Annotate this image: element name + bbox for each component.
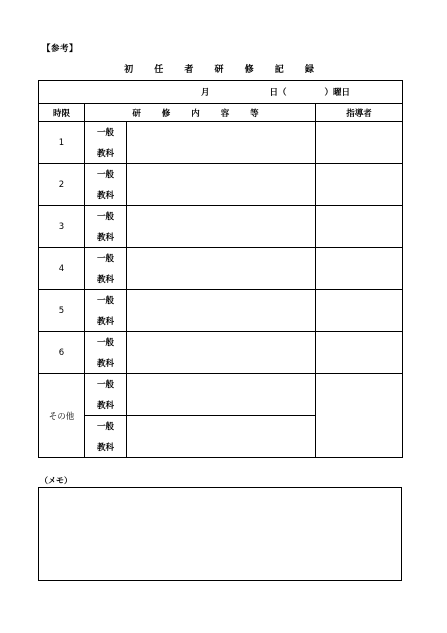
category-subject: 教科 (85, 227, 127, 248)
table-row (39, 122, 403, 143)
period-number: 4 (39, 248, 85, 290)
form-title: 初 任 者 研 修 記 録 (124, 65, 323, 75)
content-cell[interactable] (127, 332, 316, 374)
reference-label: 【参考】 (42, 44, 79, 54)
table-row (39, 374, 403, 395)
period-number: 5 (39, 290, 85, 332)
category-subject: 教科 (85, 269, 127, 290)
content-cell[interactable] (127, 248, 316, 290)
period-number: 3 (39, 206, 85, 248)
category-general: 一般 (85, 122, 127, 143)
content-cell[interactable] (127, 122, 316, 164)
instructor-cell[interactable] (316, 164, 403, 206)
weekday-label: ）曜日 (324, 88, 351, 98)
instructor-header: 指導者 (316, 104, 403, 122)
category-general: 一般 (85, 248, 127, 269)
category-general: 一般 (85, 416, 127, 437)
instructor-cell[interactable] (316, 206, 403, 248)
period-number: 6 (39, 332, 85, 374)
content-cell[interactable] (127, 290, 316, 332)
table-row (39, 248, 403, 269)
table-row (39, 290, 403, 311)
category-general: 一般 (85, 206, 127, 227)
training-record-table (38, 80, 403, 458)
period-number: 2 (39, 164, 85, 206)
period-header: 時限 (39, 104, 85, 122)
instructor-cell[interactable] (316, 248, 403, 290)
content-header: 研 修 内 容 等 (85, 104, 316, 122)
period-number: 1 (39, 122, 85, 164)
content-cell[interactable] (127, 416, 316, 458)
category-general: 一般 (85, 332, 127, 353)
category-general: 一般 (85, 290, 127, 311)
day-label: 日（ (269, 88, 287, 98)
instructor-cell[interactable] (316, 332, 403, 374)
instructor-cell[interactable] (316, 374, 403, 458)
content-cell[interactable] (127, 374, 316, 416)
table-row (39, 206, 403, 227)
category-general: 一般 (85, 374, 127, 395)
instructor-cell[interactable] (316, 122, 403, 164)
memo-box[interactable] (38, 487, 402, 581)
category-general: 一般 (85, 164, 127, 185)
period-number: その他 (39, 374, 85, 458)
content-cell[interactable] (127, 164, 316, 206)
table-row (39, 332, 403, 353)
month-label: 月 (201, 88, 210, 98)
category-subject: 教科 (85, 395, 127, 416)
date-row[interactable] (39, 81, 403, 104)
category-subject: 教科 (85, 143, 127, 164)
category-subject: 教科 (85, 437, 127, 458)
period-rows (39, 122, 403, 458)
table-row (39, 164, 403, 185)
content-cell[interactable] (127, 206, 316, 248)
instructor-cell[interactable] (316, 290, 403, 332)
category-subject: 教科 (85, 185, 127, 206)
memo-label: （メモ） (40, 476, 72, 485)
category-subject: 教科 (85, 353, 127, 374)
category-subject: 教科 (85, 311, 127, 332)
